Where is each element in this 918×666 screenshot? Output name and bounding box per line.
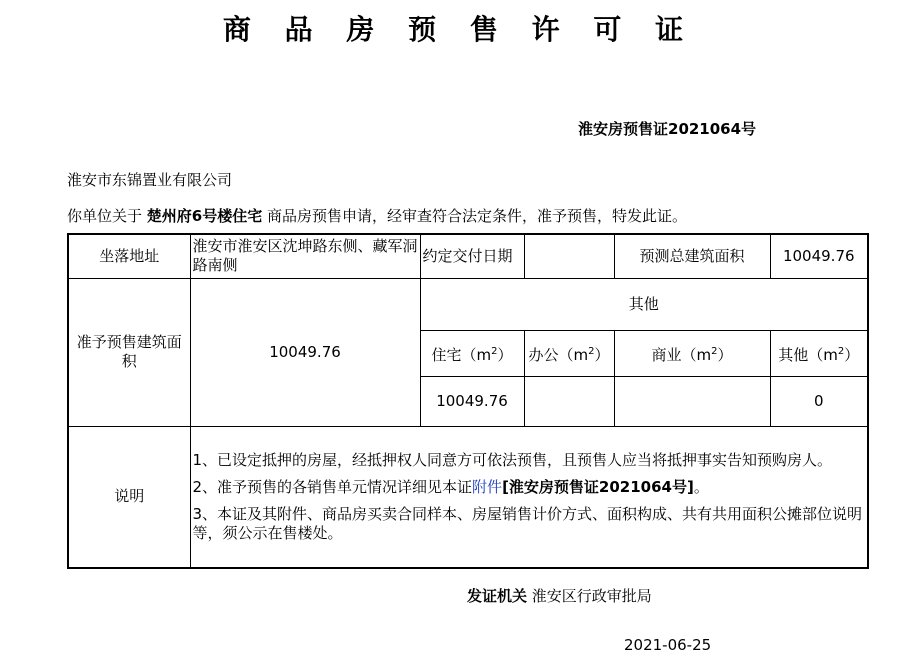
notes-content [190,426,868,568]
note-1: 1、已设定抵押的房屋，经抵押权人同意方可依法预售，且预售人应当将抵押事实告知预购房人。 [192,450,833,469]
intro-statement [67,205,687,226]
note-3: 3、本证及其附件、商品房买卖合同样本、房屋销售计价方式、面积构成、共有共用面积公摊部位说明等，须公示在售楼处。 [192,504,863,542]
commercial-header: 商业$(m^2)$ [614,330,770,376]
company-name: 淮安市东锦置业有限公司 [67,171,233,189]
document-title: 商 品 房 预 售 许 可 证 [222,13,696,46]
delivery-date-label: 约定交付日期 [420,234,524,278]
delivery-date-value [524,234,614,278]
address-value: 淮安市淮安区沈坤路东侧、藏军洞路南侧 [190,234,420,278]
attachment-link[interactable]: 附件 [472,477,503,496]
total-area-label: 预测总建筑面积 [614,234,770,278]
issuer-name: 淮安区行政审批局 [527,587,652,605]
presale-area-value: 10049.76 [190,278,420,426]
certificate-number: 淮安房预售证2021064号 [578,120,757,138]
note-2: 2、准予预售的各销售单元情况详细见本证附件[淮安房预售证2021064号]。 [192,477,709,496]
office-header: 办公$(m^2)$ [524,330,614,376]
other-sub-header: 其他$(m^2)$ [770,330,868,376]
office-value [524,376,614,426]
notes-label: 说明 [68,426,190,568]
residential-header: 住宅$(m^2)$ [420,330,524,376]
project-name: 楚州府6号楼住宅 [146,207,263,225]
presale-area-label: 准予预售建筑面积 [68,278,190,426]
intro-prefix: 你单位关于 [67,207,147,225]
attachment-ref: [淮安房预售证2021064号] [502,477,694,496]
address-label: 坐落地址 [68,234,190,278]
issuing-authority [467,585,652,606]
commercial-value [614,376,770,426]
issuer-label: 发证机关 [467,587,528,605]
total-area-value: 10049.76 [770,234,868,278]
permit-table-grid [67,233,869,569]
residential-value: 10049.76 [420,376,524,426]
intro-suffix: 商品房预售申请，经审查符合法定条件，准予预售，特发此证。 [262,207,688,225]
issue-date: 2021-06-25 [624,636,712,654]
other-value: 0 [770,376,868,426]
other-header: 其他 [420,278,868,330]
